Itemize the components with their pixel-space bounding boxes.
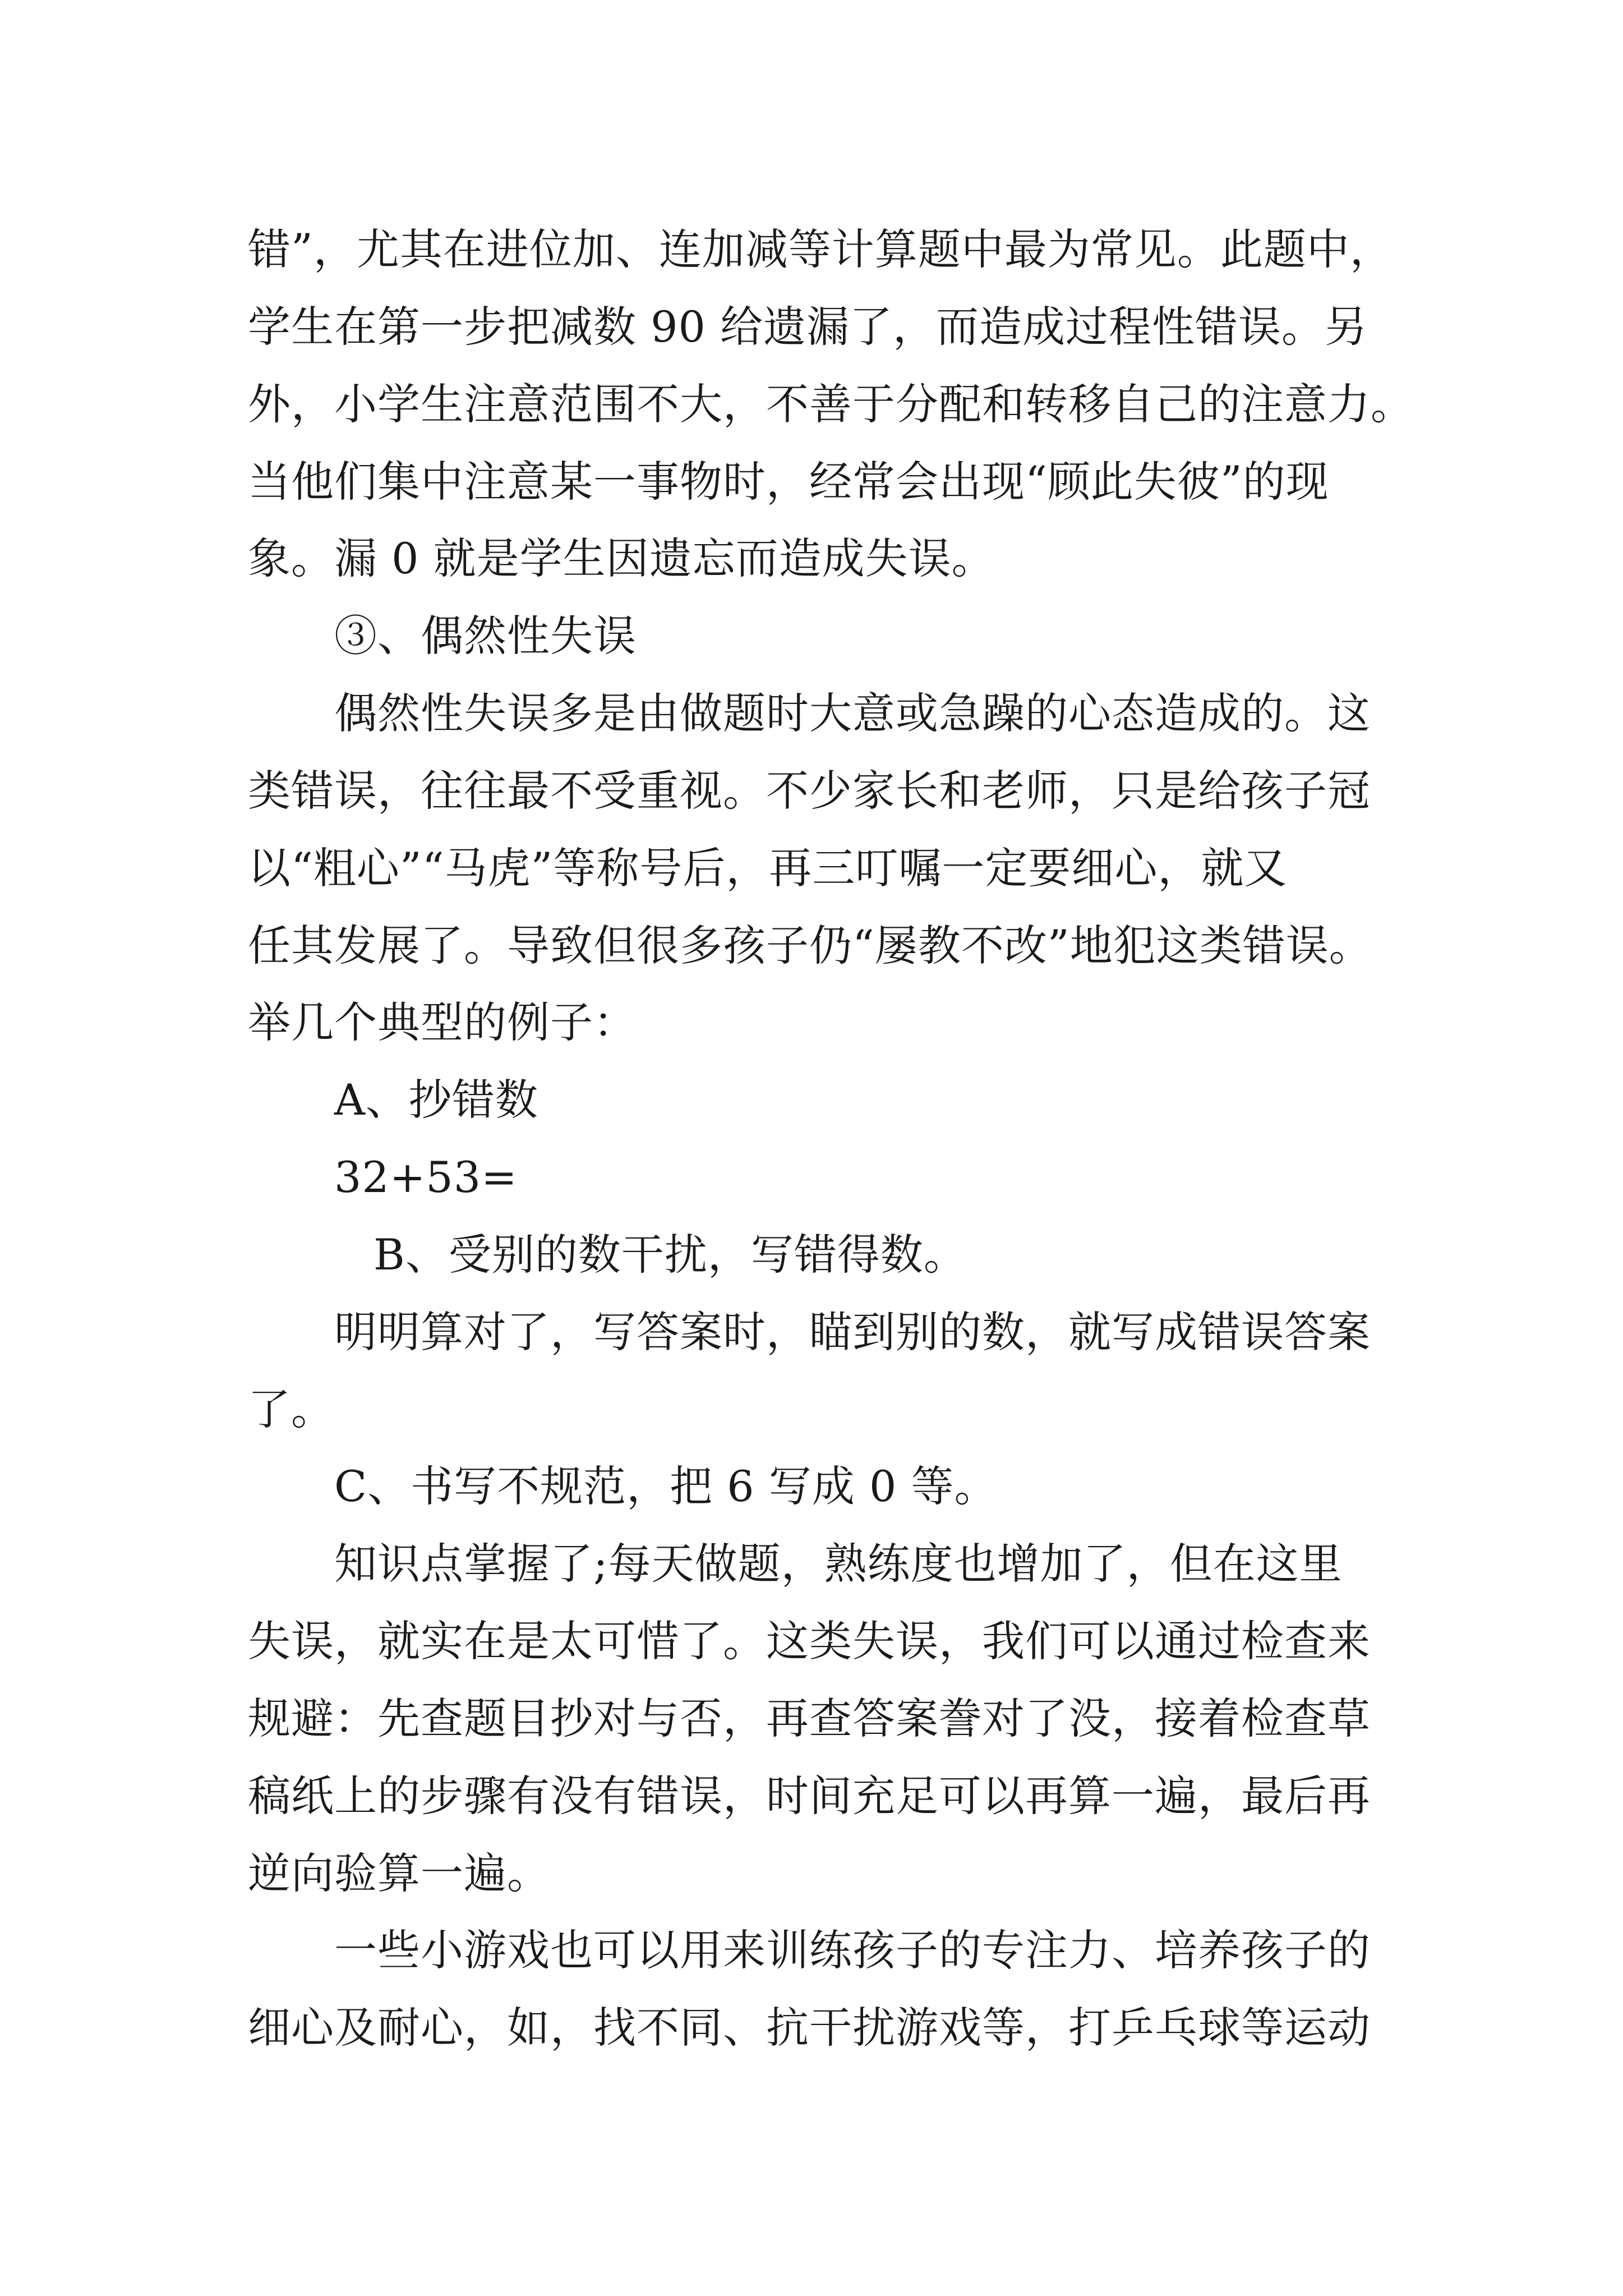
paragraph-line: 举几个典型的例子： — [248, 997, 637, 1047]
paragraph-line: 规避：先查题目抄对与否，再查答案誊对了没，接着检查草 — [248, 1694, 1371, 1743]
example-label: A、抄错数 — [334, 1075, 538, 1125]
paragraph-line: 外，小学生注意范围不大，不善于分配和转移自己的注意力。 — [248, 379, 1414, 429]
paragraph-line: 任其发展了。导致但很多孩子仍“屡教不改”地犯这类错误。 — [248, 921, 1372, 970]
paragraph-line: 细心及耐心，如，找不同、抗干扰游戏等，打乒乓球等运动 — [248, 2003, 1371, 2053]
paragraph-line: 稿纸上的步骤有没有错误，时间充足可以再算一遍，最后再 — [248, 1771, 1371, 1821]
example-label: C、书写不规范，把 6 写成 0 等。 — [334, 1461, 998, 1511]
paragraph-line: 类错误，往往最不受重视。不少家长和老师，只是给孩子冠 — [248, 766, 1371, 816]
paragraph-line: 了。 — [248, 1384, 334, 1434]
section-heading: ③、偶然性失误 — [334, 611, 637, 661]
paragraph-line: 象。漏 0 就是学生因遗忘而造成失误。 — [248, 533, 995, 583]
paragraph-line: 学生在第一步把减数 90 给遗漏了，而造成过程性错误。另 — [248, 302, 1368, 352]
paragraph-line: 一些小游戏也可以用来训练孩子的专注力、培养孩子的 — [334, 1925, 1371, 1975]
paragraph-line: 错”，尤其在进位加、连加减等计算题中最为常见。此题中， — [248, 224, 1393, 274]
paragraph-line: 偶然性失误多是由做题时大意或急躁的心态造成的。这 — [334, 688, 1371, 738]
example-equation: 32+53= — [334, 1152, 518, 1202]
paragraph-line: 知识点掌握了;每天做题，熟练度也增加了，但在这里 — [334, 1539, 1343, 1589]
paragraph-line: 逆向验算一遍。 — [248, 1848, 550, 1898]
paragraph-line: 当他们集中注意某一事物时，经常会出现“顾此失彼”的现 — [248, 457, 1329, 507]
paragraph-line: 以“粗心”“马虎”等称号后，再三叮嘱一定要细心，就又 — [248, 843, 1288, 893]
paragraph-line: 明明算对了，写答案时，瞄到别的数，就写成错误答案 — [334, 1307, 1371, 1357]
paragraph-line: 失误，就实在是太可惜了。这类失误，我们可以通过检查来 — [248, 1616, 1371, 1666]
example-label: B、受别的数干扰，写错得数。 — [374, 1230, 967, 1280]
